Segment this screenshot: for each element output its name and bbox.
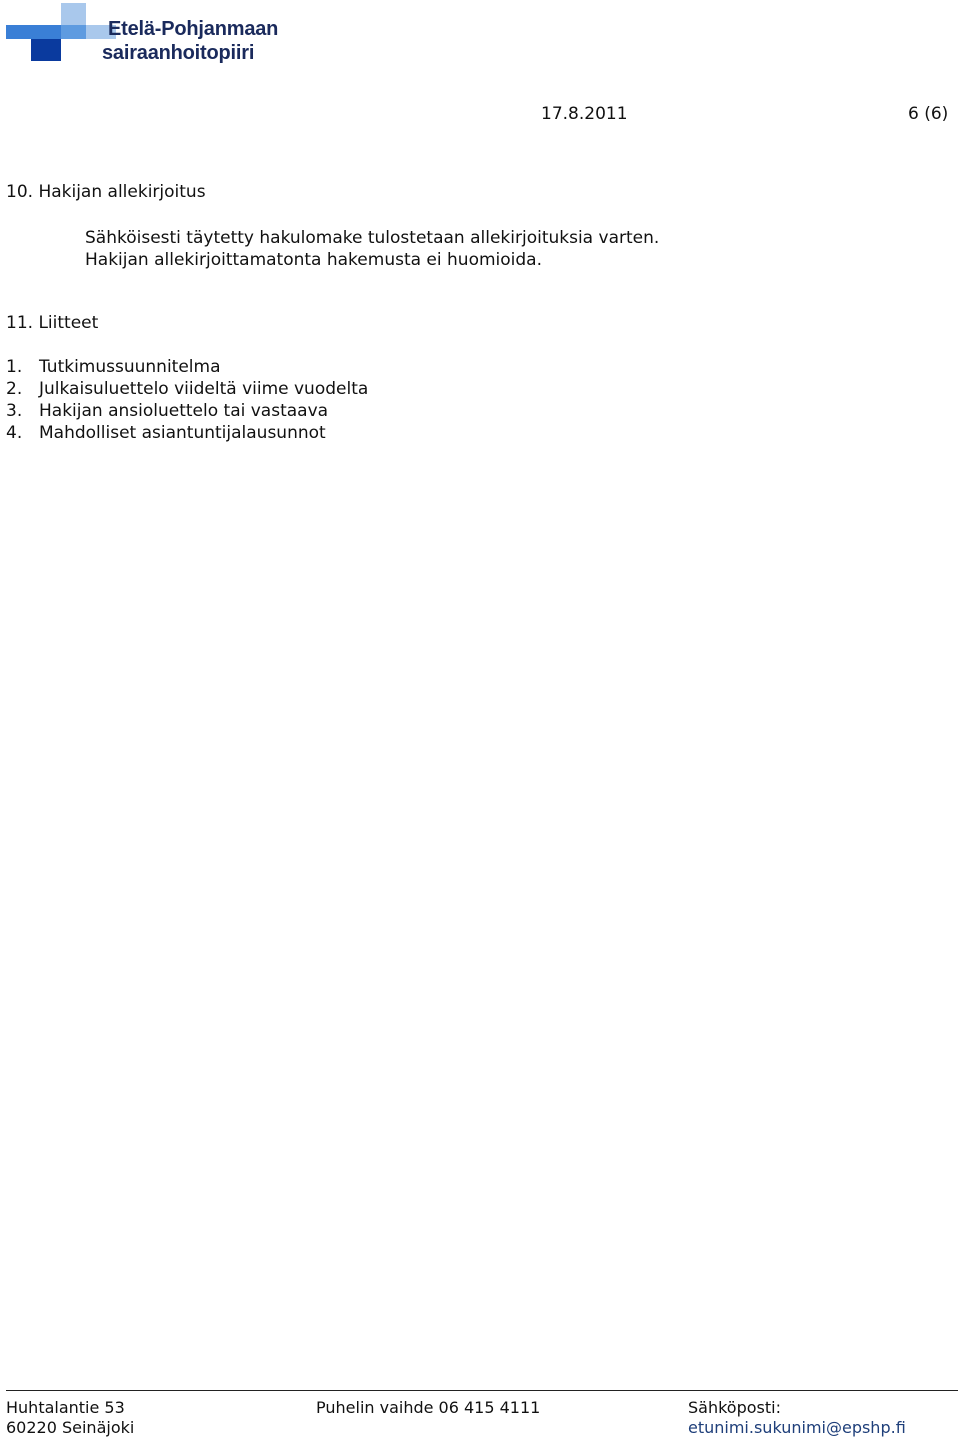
list-item-number: 1. <box>6 357 23 377</box>
list-item-text: Julkaisuluettelo viideltä viime vuodelta <box>39 379 369 399</box>
list-item <box>6 356 368 378</box>
list-item-number: 4. <box>6 423 23 443</box>
document-date: 17.8.2011 <box>541 104 628 124</box>
footer-phone: Puhelin vaihde 06 415 4111 <box>316 1398 541 1417</box>
list-item-text: Mahdolliset asiantuntijalausunnot <box>39 423 326 443</box>
section-10-heading: 10. Hakijan allekirjoitus <box>6 182 206 202</box>
footer-address-line2: 60220 Seinäjoki <box>6 1418 135 1437</box>
list-item-number: 2. <box>6 379 23 399</box>
page-number: 6 (6) <box>908 104 949 124</box>
footer-address-line1: Huhtalantie 53 <box>6 1398 125 1417</box>
section-10-line2: Hakijan allekirjoittamatonta hakemusta ei huomioida. <box>85 250 542 270</box>
list-item <box>6 422 368 444</box>
list-item <box>6 400 368 422</box>
logo-text-line1: Etelä-Pohjanmaan <box>108 18 279 40</box>
footer-email-label: Sähköposti: <box>688 1398 781 1417</box>
section-10-line1: Sähköisesti täytetty hakulomake tulostetaan allekirjoituksia varten. <box>85 228 660 248</box>
footer-email-link[interactable]: etunimi.sukunimi@epshp.fi <box>688 1418 906 1437</box>
list-item-text: Hakijan ansioluettelo tai vastaava <box>39 401 329 421</box>
list-item <box>6 378 368 400</box>
section-11-heading: 11. Liitteet <box>6 313 99 333</box>
list-item-number: 3. <box>6 401 23 421</box>
logo-cross-icon <box>6 3 116 63</box>
logo-text-line2: sairaanhoitopiiri <box>102 42 255 64</box>
attachments-list <box>6 356 368 444</box>
list-item-text: Tutkimussuunnitelma <box>39 357 221 377</box>
footer-divider <box>6 1390 958 1391</box>
